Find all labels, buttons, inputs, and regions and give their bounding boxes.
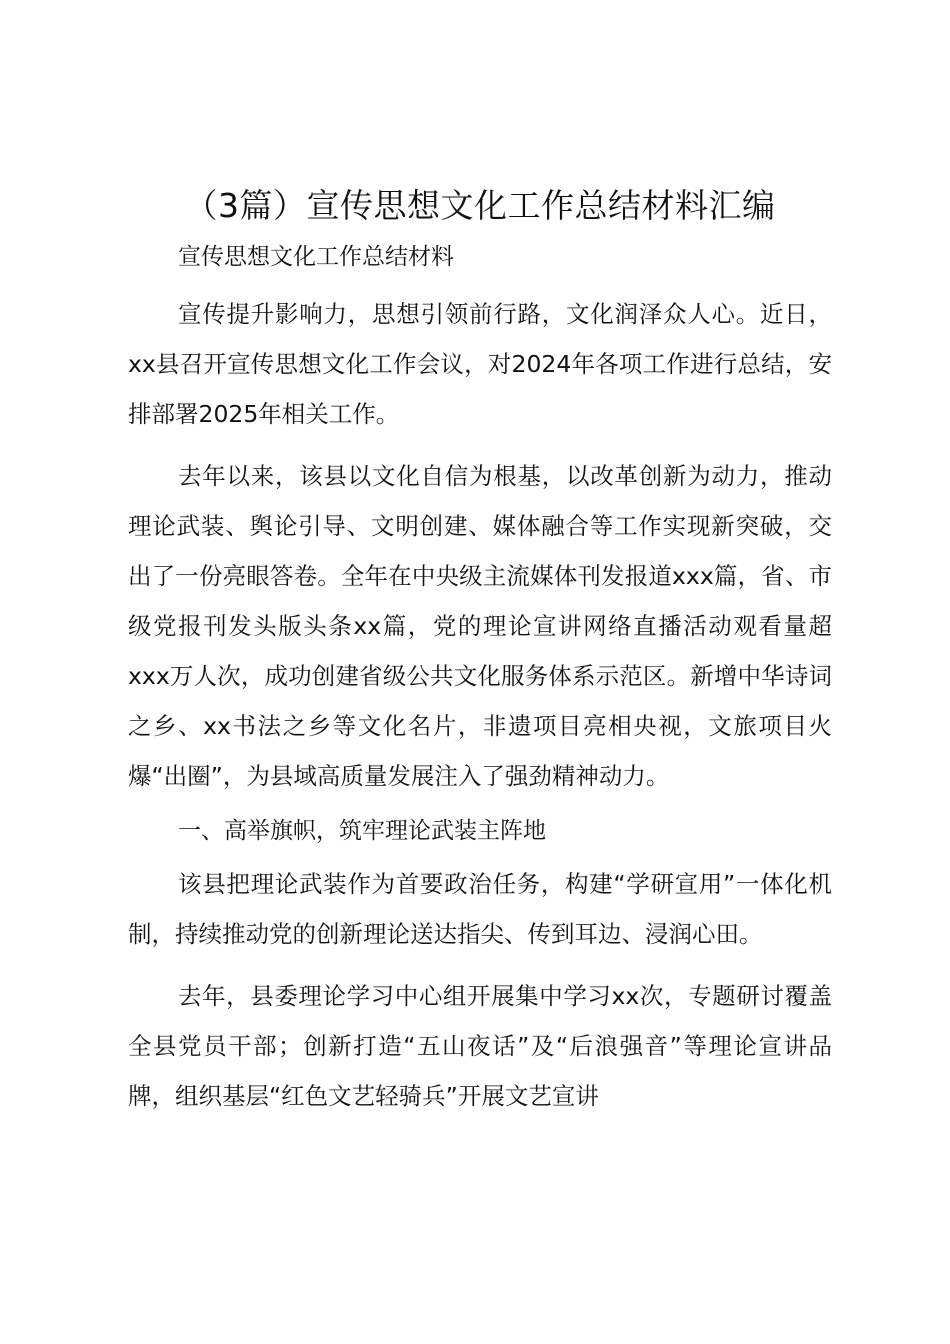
- summary-paragraph: 去年以来，该县以文化自信为根基，以改革创新为动力，推动理论武装、舆论引导、文明创建、媒体融合等工作实现新突破，交出了一份亮眼答卷。全年在中央级主流媒体刊发报道xxx篇，省、市级党报刊发头版头条xx篇，党的理论宣讲网络直播活动观看量超xxx万人次，成功创建省级公共文化服务体系示范区。新增中华诗词之乡、xx书法之乡等文化名片，非遗项目亮相央视，文旅项目火爆“出圈”，为县域高质量发展注入了强劲精神动力。: [128, 462, 832, 790]
- document-subtitle: 宣传思想文化工作总结材料: [178, 244, 454, 270]
- section-paragraph: 该县把理论武装作为首要政治任务，构建“学研宣用”一体化机制，持续推动党的创新理论送达指尖、传到耳边、浸润心田。: [128, 870, 832, 948]
- document-page: [128, 178, 832, 1121]
- document-title: （3篇）宣传思想文化工作总结材料汇编: [184, 186, 776, 225]
- section-heading: 一、高举旗帜，筑牢理论武装主阵地: [178, 818, 546, 844]
- intro-paragraph: 宣传提升影响力，思想引领前行路，文化润泽众人心。近日，xx县召开宣传思想文化工作会议，对2024年各项工作进行总结，安排部署2025年相关工作。: [128, 300, 832, 428]
- section-paragraph: 去年，县委理论学习中心组开展集中学习xx次，专题研讨覆盖全县党员干部；创新打造“五山夜话”及“后浪强音”等理论宣讲品牌，组织基层“红色文艺轻骑兵”开展文艺宣讲: [128, 982, 832, 1110]
